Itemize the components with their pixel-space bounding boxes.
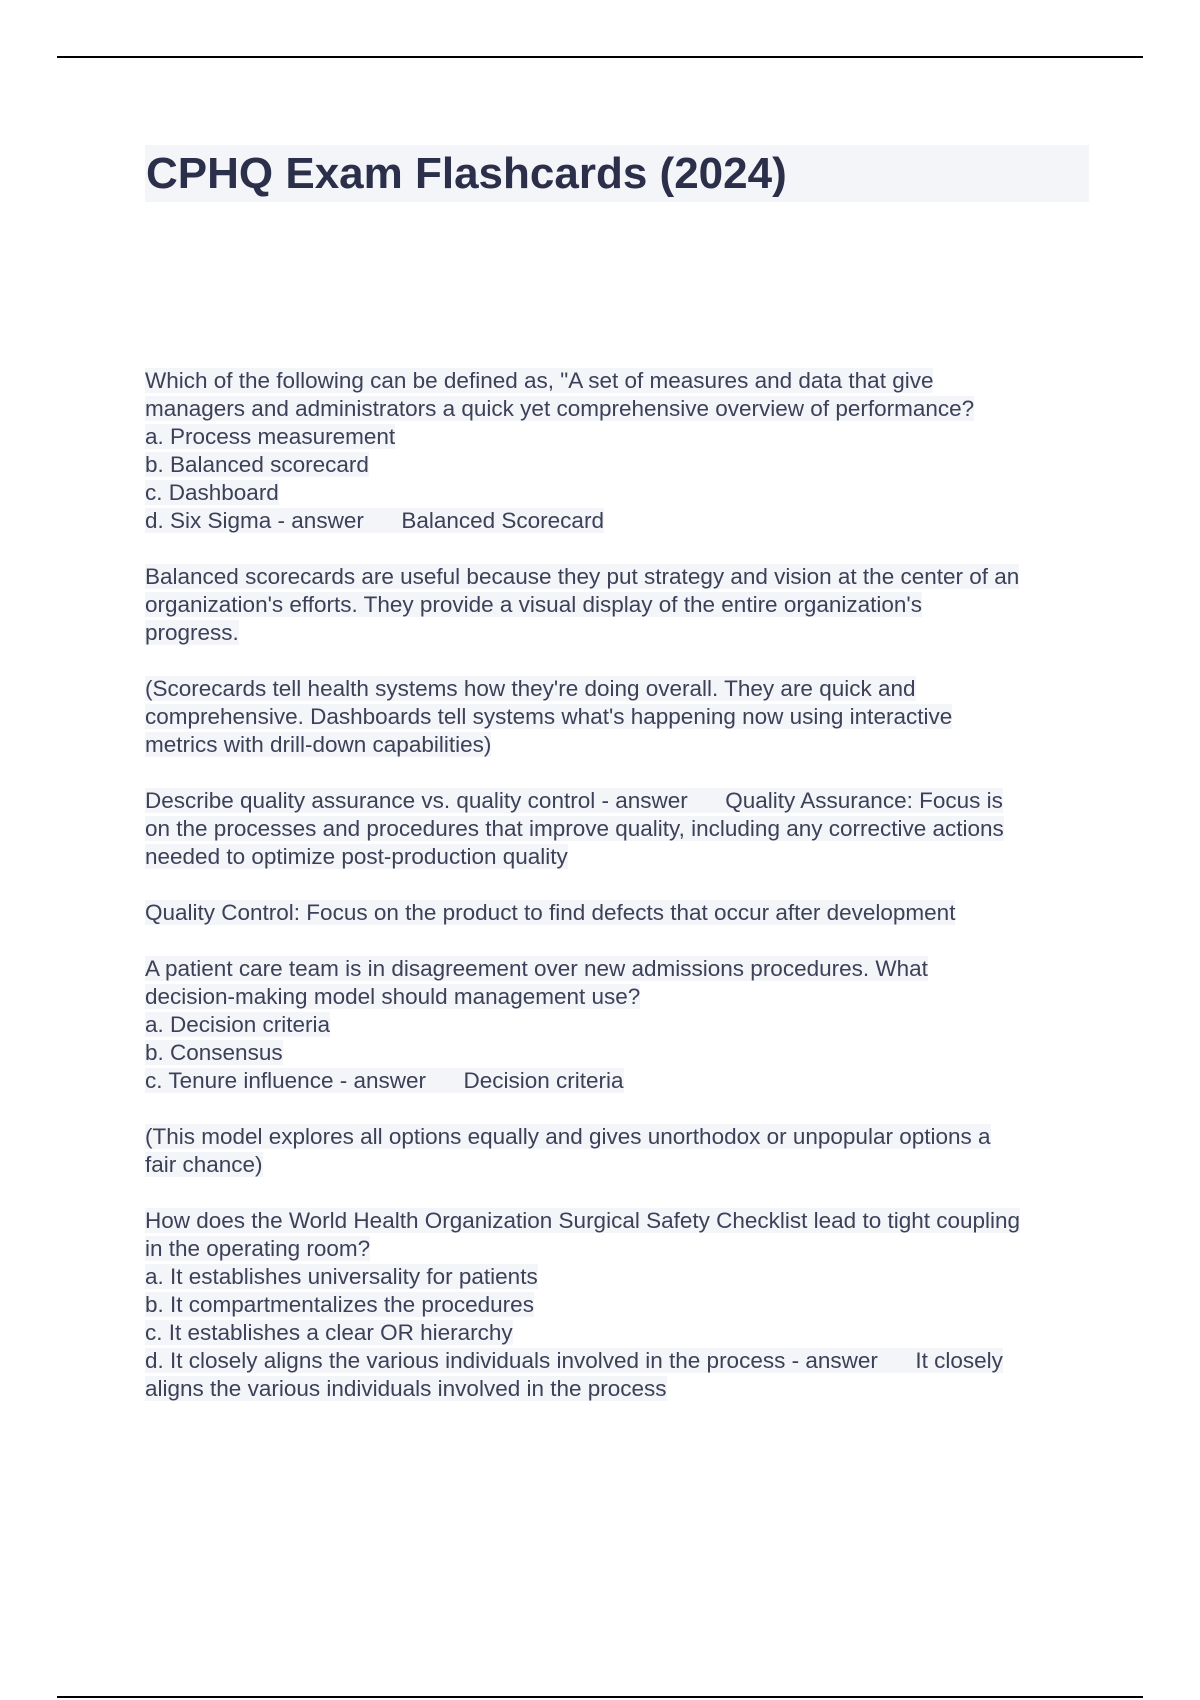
text-line: A patient care team is in disagreement over new admissions procedures. What — [145, 956, 928, 981]
flashcard-question — [145, 367, 1095, 535]
text-line: b. It compartmentalizes the procedures — [145, 1292, 534, 1317]
text-line: organization's efforts. They provide a visual display of the entire organization's — [145, 592, 922, 617]
text-line: c. Tenure influence - answer Decision criteria — [145, 1068, 624, 1093]
text-line: managers and administrators a quick yet comprehensive overview of performance? — [145, 396, 975, 421]
text-line: needed to optimize post-production quality — [145, 844, 568, 869]
text-line: (Scorecards tell health systems how they're doing overall. They are quick and — [145, 676, 916, 701]
text-line: a. Decision criteria — [145, 1012, 331, 1037]
text-line: How does the World Health Organization Surgical Safety Checklist lead to tight coupling — [145, 1208, 1021, 1233]
text-line: (This model explores all options equally and gives unorthodox or unpopular options a — [145, 1124, 991, 1149]
text-line: fair chance) — [145, 1152, 263, 1177]
flashcard-question — [145, 787, 1095, 871]
flashcard-content — [145, 367, 1095, 1431]
text-line: c. It establishes a clear OR hierarchy — [145, 1320, 513, 1345]
text-line: progress. — [145, 620, 239, 645]
text-line: metrics with drill-down capabilities) — [145, 732, 492, 757]
text-line: Which of the following can be defined as, "A set of measures and data that give — [145, 368, 934, 393]
flashcard-explanation — [145, 563, 1095, 647]
text-line: a. It establishes universality for patients — [145, 1264, 538, 1289]
bottom-rule — [57, 1696, 1143, 1698]
top-rule — [57, 56, 1143, 58]
flashcard-explanation — [145, 1123, 1095, 1179]
text-line: Balanced scorecards are useful because they put strategy and vision at the center of an — [145, 564, 1020, 589]
flashcard-question — [145, 955, 1095, 1095]
flashcard-question — [145, 1207, 1095, 1403]
text-line: d. Six Sigma - answer Balanced Scorecard — [145, 508, 604, 533]
text-line: aligns the various individuals involved in the process — [145, 1376, 667, 1401]
text-line: b. Balanced scorecard — [145, 452, 369, 477]
page-title: CPHQ Exam Flashcards (2024) — [146, 149, 787, 198]
text-line: on the processes and procedures that improve quality, including any corrective actions — [145, 816, 1004, 841]
flashcard-explanation — [145, 899, 1095, 927]
text-line: d. It closely aligns the various individuals involved in the process - answer It closely — [145, 1348, 1003, 1373]
text-line: Quality Control: Focus on the product to find defects that occur after development — [145, 900, 956, 925]
text-line: comprehensive. Dashboards tell systems what's happening now using interactive — [145, 704, 953, 729]
text-line: in the operating room? — [145, 1236, 371, 1261]
flashcard-explanation — [145, 675, 1095, 759]
text-line: c. Dashboard — [145, 480, 279, 505]
text-line: decision-making model should management use? — [145, 984, 641, 1009]
text-line: a. Process measurement — [145, 424, 396, 449]
text-line: b. Consensus — [145, 1040, 283, 1065]
text-line: Describe quality assurance vs. quality control - answer Quality Assurance: Focus is — [145, 788, 1003, 813]
